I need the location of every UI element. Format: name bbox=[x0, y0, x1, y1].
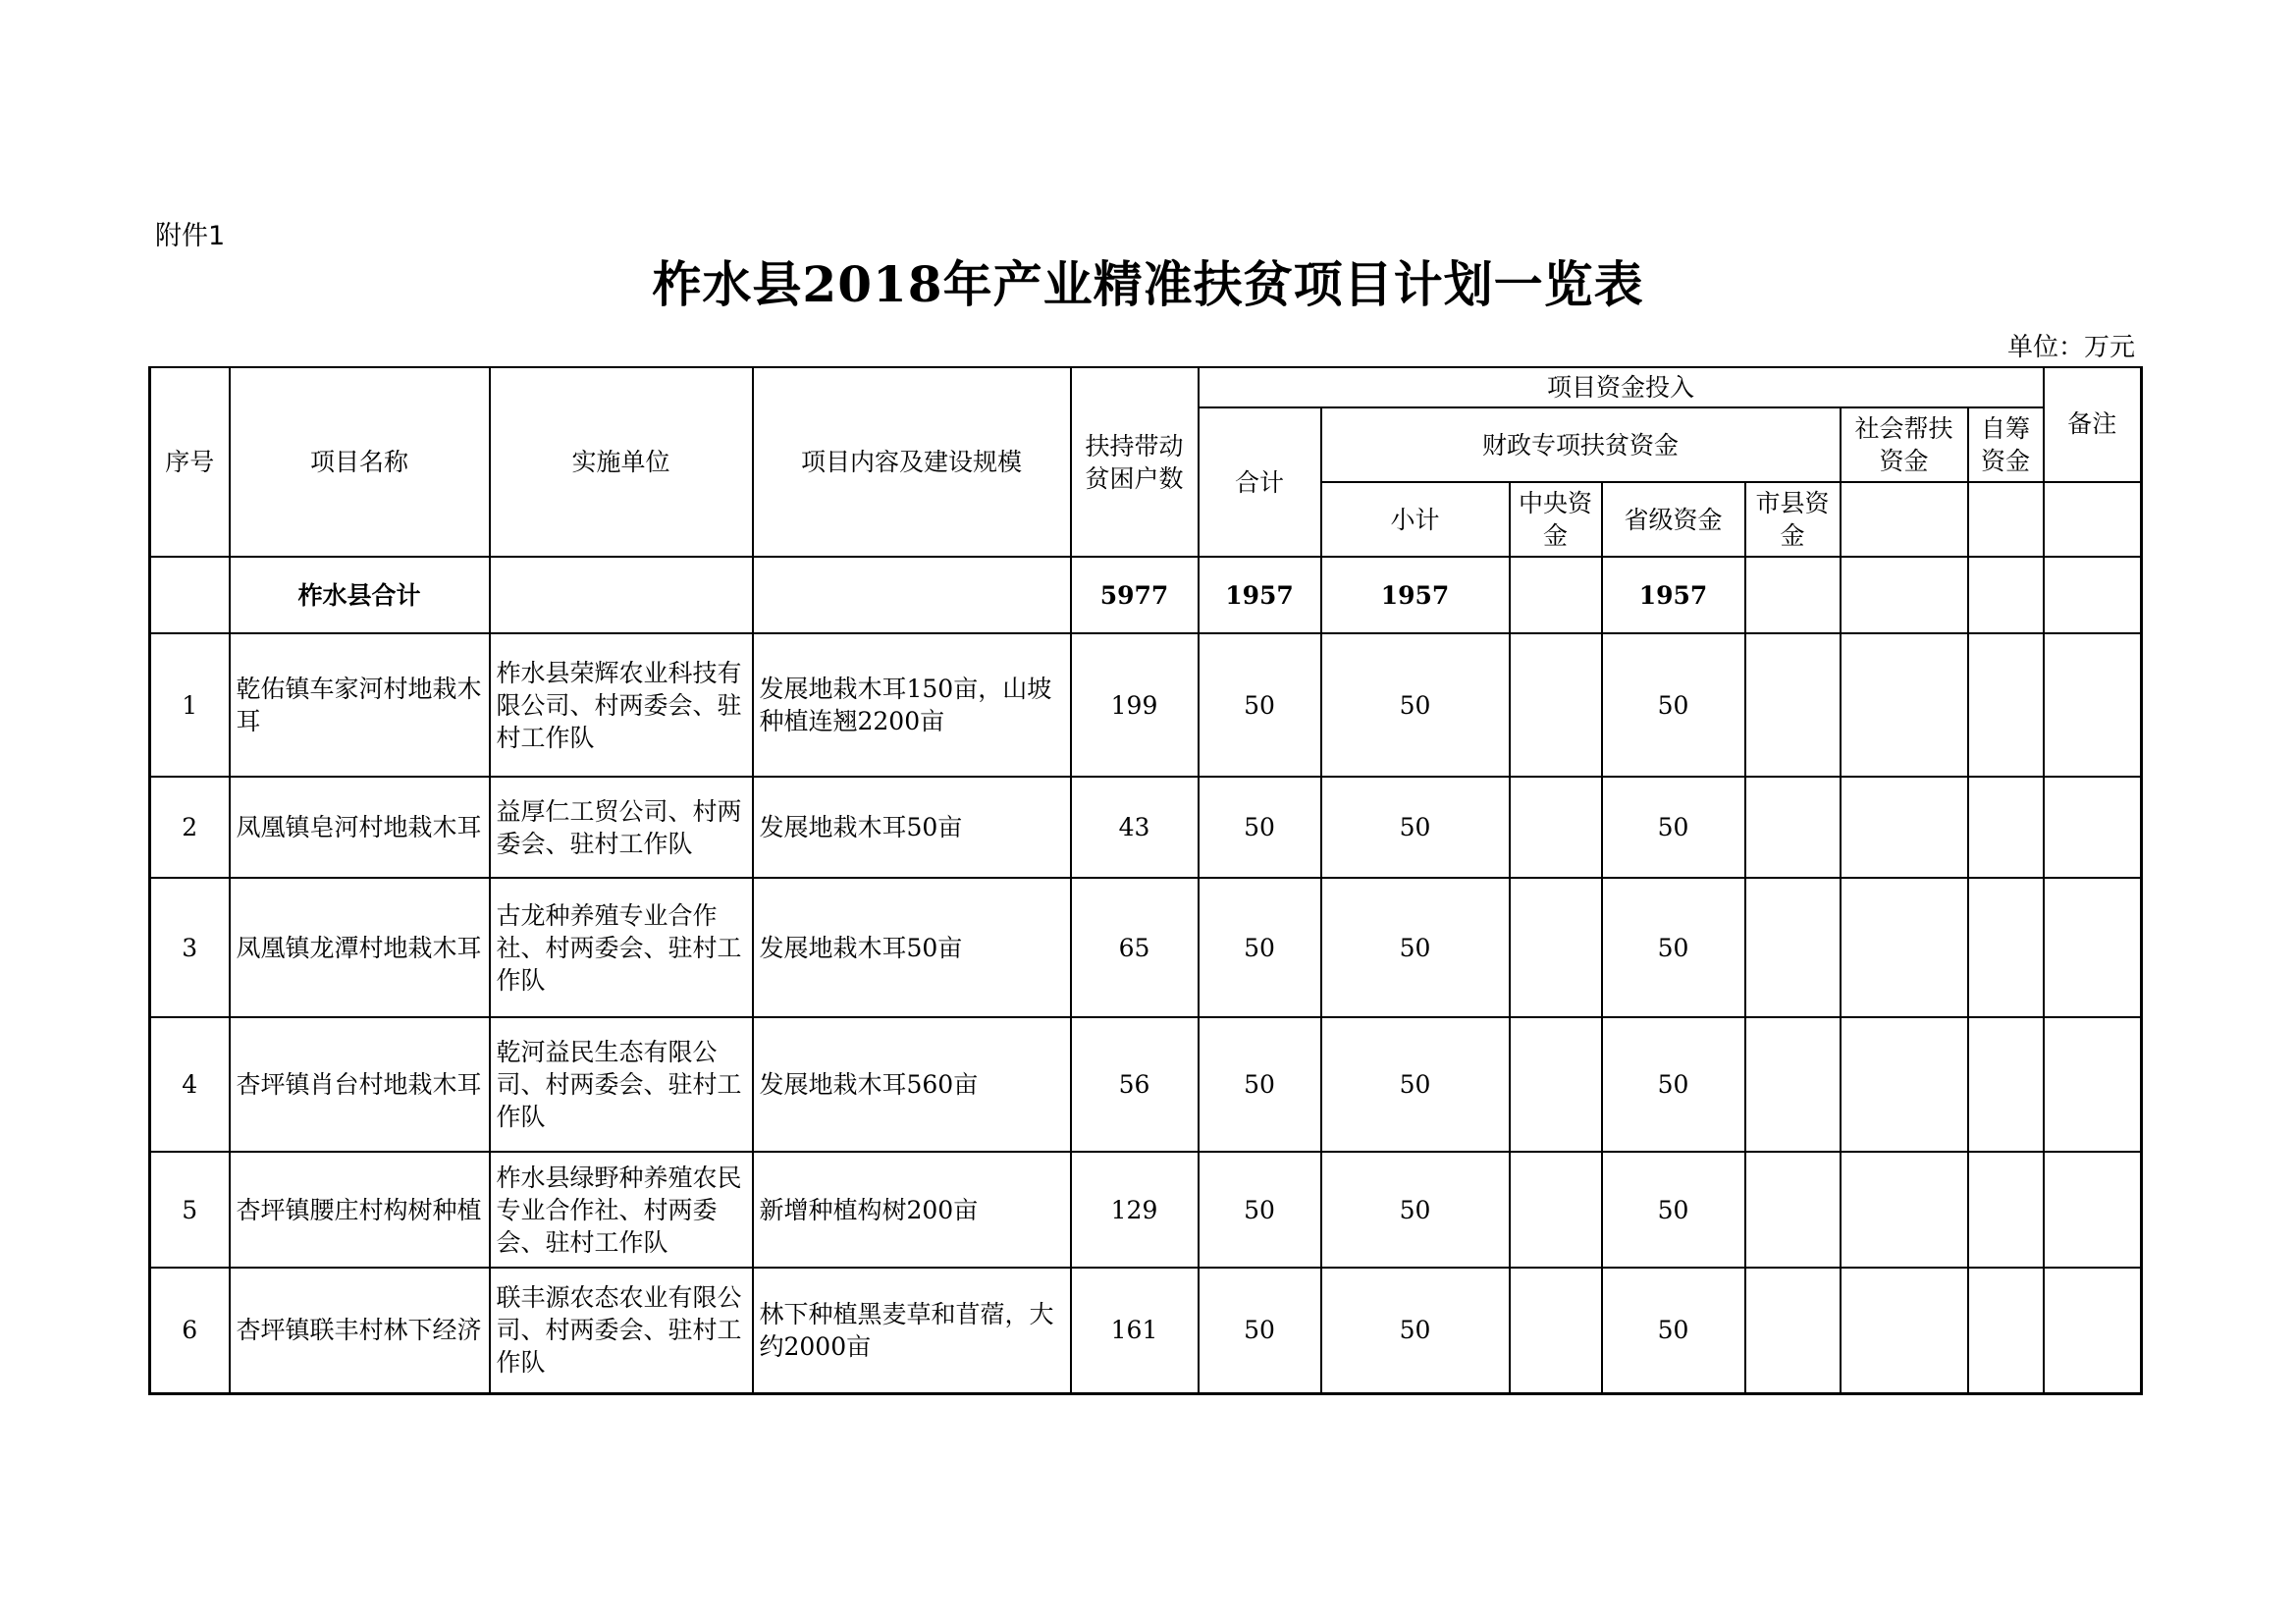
row-content: 发展地栽木耳560亩 bbox=[753, 1017, 1071, 1152]
total-row bbox=[150, 557, 2142, 633]
header-remark: 备注 bbox=[2044, 367, 2142, 482]
annex-label: 附件1 bbox=[155, 221, 226, 251]
row-households: 199 bbox=[1071, 633, 1199, 777]
header-unit: 实施单位 bbox=[490, 367, 753, 557]
total-self bbox=[1968, 557, 2044, 633]
row-name: 杏坪镇腰庄村构树种植 bbox=[230, 1152, 490, 1268]
row-households: 65 bbox=[1071, 878, 1199, 1017]
total-seq bbox=[150, 557, 230, 633]
table-row bbox=[150, 1268, 2142, 1393]
row-self bbox=[1968, 633, 2044, 777]
table-row bbox=[150, 777, 2142, 878]
header-funds: 项目资金投入 bbox=[1199, 367, 2044, 407]
row-provincial: 50 bbox=[1602, 777, 1745, 878]
row-social bbox=[1841, 1152, 1968, 1268]
row-content: 新增种植构树200亩 bbox=[753, 1152, 1071, 1268]
table-row bbox=[150, 1152, 2142, 1268]
row-subtotal: 50 bbox=[1321, 878, 1510, 1017]
total-provincial: 1957 bbox=[1602, 557, 1745, 633]
total-households: 5977 bbox=[1071, 557, 1199, 633]
row-self bbox=[1968, 777, 2044, 878]
table-row bbox=[150, 633, 2142, 777]
unit-label: 单位：万元 bbox=[2006, 333, 2135, 362]
row-subtotal: 50 bbox=[1321, 777, 1510, 878]
row-name: 杏坪镇联丰村林下经济 bbox=[230, 1268, 490, 1393]
row-total: 50 bbox=[1199, 1152, 1321, 1268]
row-city-county bbox=[1745, 1268, 1841, 1393]
header-self: 自筹资金 bbox=[1968, 407, 2044, 482]
row-central bbox=[1510, 1152, 1602, 1268]
row-central bbox=[1510, 1268, 1602, 1393]
row-social bbox=[1841, 633, 1968, 777]
row-households: 43 bbox=[1071, 777, 1199, 878]
row-provincial: 50 bbox=[1602, 878, 1745, 1017]
row-self bbox=[1968, 878, 2044, 1017]
total-central bbox=[1510, 557, 1602, 633]
row-content: 发展地栽木耳150亩，山坡种植连翘2200亩 bbox=[753, 633, 1071, 777]
total-unit bbox=[490, 557, 753, 633]
row-content: 发展地栽木耳50亩 bbox=[753, 878, 1071, 1017]
row-name: 凤凰镇皂河村地栽木耳 bbox=[230, 777, 490, 878]
total-total: 1957 bbox=[1199, 557, 1321, 633]
header-subtotal: 小计 bbox=[1321, 482, 1510, 557]
row-total: 50 bbox=[1199, 1268, 1321, 1393]
header-row-1 bbox=[150, 367, 2142, 407]
row-social bbox=[1841, 1017, 1968, 1152]
row-city-county bbox=[1745, 1152, 1841, 1268]
header-fiscal: 财政专项扶贫资金 bbox=[1321, 407, 1841, 482]
header-remark-blank bbox=[2044, 482, 2142, 557]
row-total: 50 bbox=[1199, 878, 1321, 1017]
row-city-county bbox=[1745, 777, 1841, 878]
row-remark bbox=[2044, 1268, 2142, 1393]
table-row bbox=[150, 878, 2142, 1017]
header-self-blank bbox=[1968, 482, 2044, 557]
row-self bbox=[1968, 1017, 2044, 1152]
row-name: 杏坪镇肖台村地栽木耳 bbox=[230, 1017, 490, 1152]
header-total: 合计 bbox=[1199, 407, 1321, 557]
row-total: 50 bbox=[1199, 1017, 1321, 1152]
row-content: 发展地栽木耳50亩 bbox=[753, 777, 1071, 878]
row-unit: 联丰源农态农业有限公司、村两委会、驻村工作队 bbox=[490, 1268, 753, 1393]
row-provincial: 50 bbox=[1602, 1152, 1745, 1268]
header-social-blank bbox=[1841, 482, 1968, 557]
row-subtotal: 50 bbox=[1321, 633, 1510, 777]
row-provincial: 50 bbox=[1602, 1017, 1745, 1152]
header-seq: 序号 bbox=[150, 367, 230, 557]
row-seq: 1 bbox=[150, 633, 230, 777]
row-remark bbox=[2044, 878, 2142, 1017]
total-city-county bbox=[1745, 557, 1841, 633]
row-remark bbox=[2044, 1152, 2142, 1268]
header-content: 项目内容及建设规模 bbox=[753, 367, 1071, 557]
total-remark bbox=[2044, 557, 2142, 633]
row-city-county bbox=[1745, 633, 1841, 777]
row-remark bbox=[2044, 777, 2142, 878]
row-seq: 3 bbox=[150, 878, 230, 1017]
total-subtotal: 1957 bbox=[1321, 557, 1510, 633]
row-subtotal: 50 bbox=[1321, 1268, 1510, 1393]
row-total: 50 bbox=[1199, 777, 1321, 878]
row-unit: 益厚仁工贸公司、村两委会、驻村工作队 bbox=[490, 777, 753, 878]
page-title: 柞水县2018年产业精准扶贫项目计划一览表 bbox=[652, 255, 1644, 313]
row-social bbox=[1841, 777, 1968, 878]
row-seq: 5 bbox=[150, 1152, 230, 1268]
row-unit: 古龙种养殖专业合作社、村两委会、驻村工作队 bbox=[490, 878, 753, 1017]
row-city-county bbox=[1745, 878, 1841, 1017]
row-unit: 柞水县荣辉农业科技有限公司、村两委会、驻村工作队 bbox=[490, 633, 753, 777]
row-households: 56 bbox=[1071, 1017, 1199, 1152]
row-social bbox=[1841, 878, 1968, 1017]
header-city-county: 市县资金 bbox=[1745, 482, 1841, 557]
row-households: 161 bbox=[1071, 1268, 1199, 1393]
row-subtotal: 50 bbox=[1321, 1017, 1510, 1152]
row-total: 50 bbox=[1199, 633, 1321, 777]
row-city-county bbox=[1745, 1017, 1841, 1152]
header-central: 中央资金 bbox=[1510, 482, 1602, 557]
table-row bbox=[150, 1017, 2142, 1152]
row-seq: 4 bbox=[150, 1017, 230, 1152]
row-subtotal: 50 bbox=[1321, 1152, 1510, 1268]
header-households: 扶持带动贫困户数 bbox=[1071, 367, 1199, 557]
row-seq: 2 bbox=[150, 777, 230, 878]
row-central bbox=[1510, 878, 1602, 1017]
row-name: 凤凰镇龙潭村地栽木耳 bbox=[230, 878, 490, 1017]
row-remark bbox=[2044, 1017, 2142, 1152]
total-content bbox=[753, 557, 1071, 633]
row-content: 林下种植黑麦草和苜蓿，大约2000亩 bbox=[753, 1268, 1071, 1393]
row-remark bbox=[2044, 633, 2142, 777]
row-self bbox=[1968, 1152, 2044, 1268]
header-social: 社会帮扶资金 bbox=[1841, 407, 1968, 482]
row-unit: 柞水县绿野种养殖农民专业合作社、村两委会、驻村工作队 bbox=[490, 1152, 753, 1268]
header-provincial: 省级资金 bbox=[1602, 482, 1745, 557]
total-name: 柞水县合计 bbox=[230, 557, 490, 633]
row-name: 乾佑镇车家河村地栽木耳 bbox=[230, 633, 490, 777]
row-central bbox=[1510, 633, 1602, 777]
row-central bbox=[1510, 777, 1602, 878]
row-self bbox=[1968, 1268, 2044, 1393]
row-central bbox=[1510, 1017, 1602, 1152]
total-social bbox=[1841, 557, 1968, 633]
row-provincial: 50 bbox=[1602, 633, 1745, 777]
row-households: 129 bbox=[1071, 1152, 1199, 1268]
project-table bbox=[148, 366, 2143, 1395]
row-seq: 6 bbox=[150, 1268, 230, 1393]
header-name: 项目名称 bbox=[230, 367, 490, 557]
row-provincial: 50 bbox=[1602, 1268, 1745, 1393]
row-social bbox=[1841, 1268, 1968, 1393]
row-unit: 乾河益民生态有限公司、村两委会、驻村工作队 bbox=[490, 1017, 753, 1152]
